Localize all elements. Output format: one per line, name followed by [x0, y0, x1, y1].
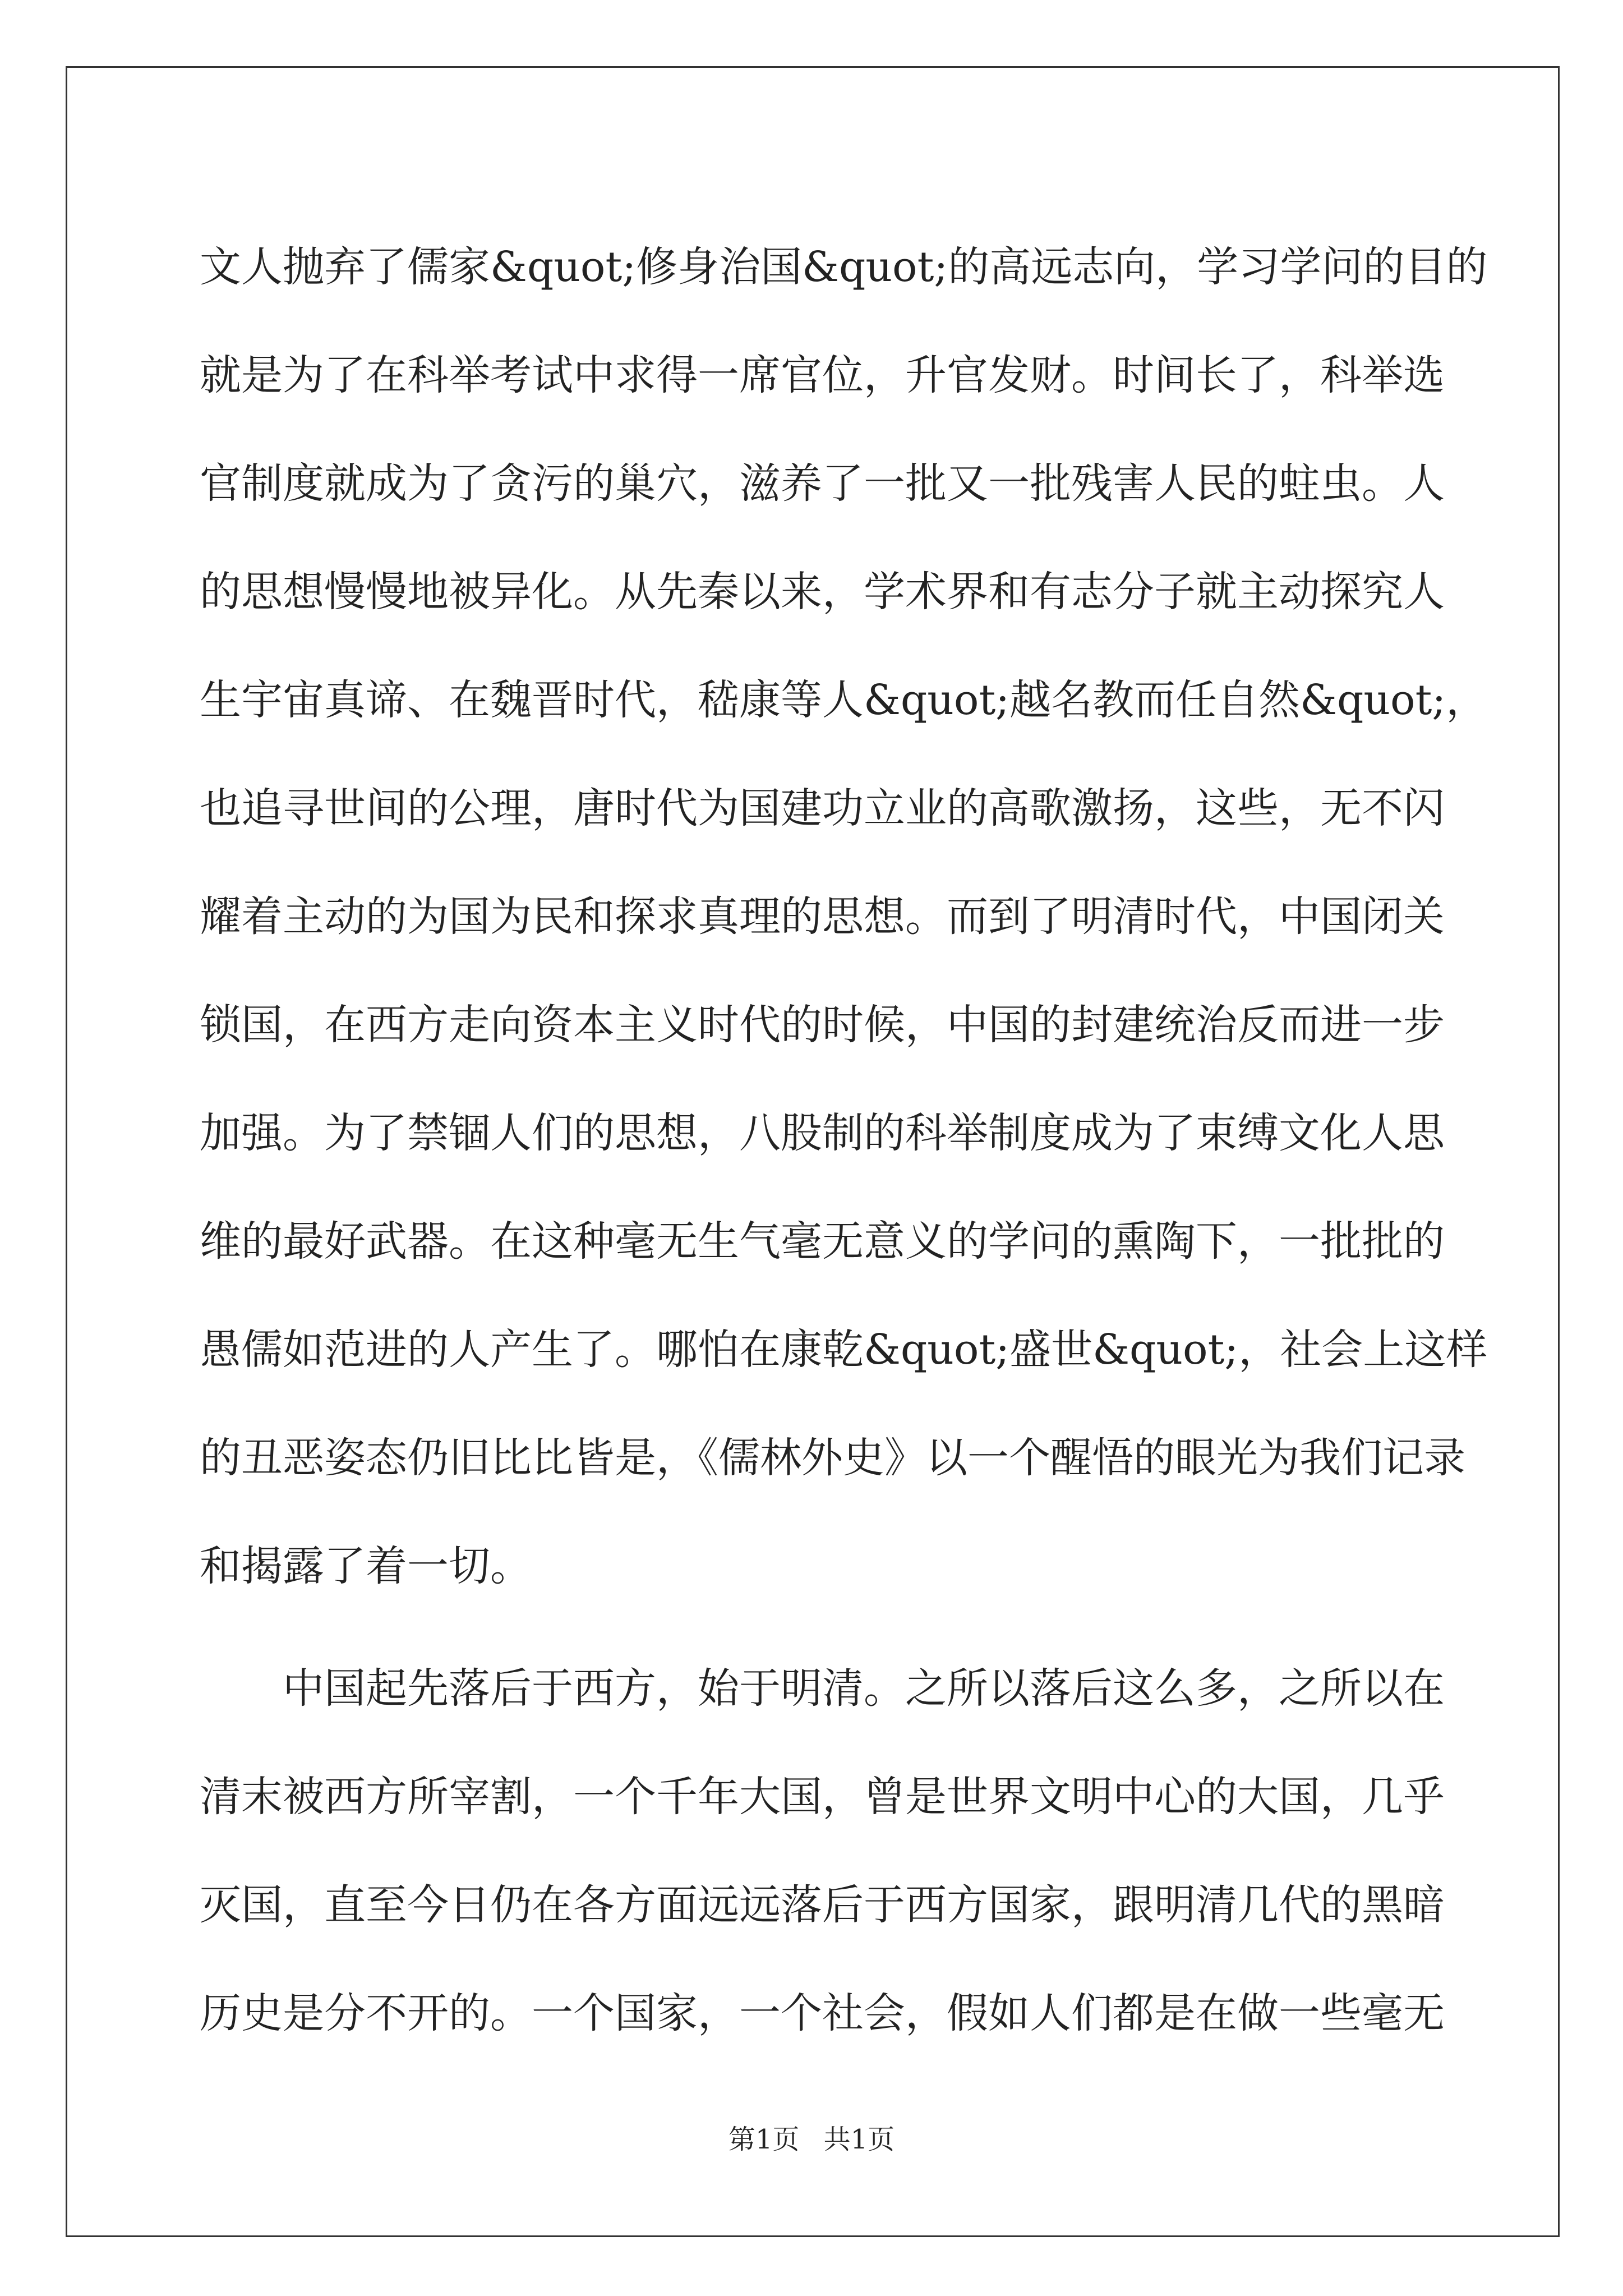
text-line: 中国起先落后于西方，始于明清。之所以落后这么多，之所以在: [200, 1664, 1445, 1713]
document-body: [200, 213, 1488, 2068]
text-line: 历史是分不开的。一个国家，一个社会，假如人们都是在做一些毫无: [200, 1989, 1445, 2037]
text-line: 的丑恶姿态仍旧比比皆是，《儒林外史》以一个醒悟的眼光为我们记录: [200, 1434, 1465, 1482]
text-line: 就是为了在科举考试中求得一席官位，升官发财。时间长了，科举选: [200, 351, 1445, 399]
text-line: 也追寻世间的公理，唐时代为国建功立业的高歌激扬，这些，无不闪: [200, 784, 1445, 832]
text-line: 锁国，在西方走向资本主义时代的时候，中国的封建统治反而进一步: [200, 1001, 1445, 1049]
text-line: 的思想慢慢地被异化。从先秦以来，学术界和有志分子就主动探究人: [200, 568, 1445, 616]
text-line: 官制度就成为了贪污的巢穴，滋养了一批又一批残害人民的蛀虫。人: [200, 459, 1445, 508]
text-line: 耀着主动的为国为民和探求真理的思想。而到了明清时代，中国闭关: [200, 892, 1445, 941]
text-line: 加强。为了禁锢人们的思想，八股制的科举制度成为了束缚文化人思: [200, 1109, 1445, 1157]
text-line: 维的最好武器。在这种毫无生气毫无意义的学问的熏陶下，一批批的: [200, 1217, 1445, 1266]
text-line: 生宇宙真谛、在魏晋时代，嵇康等人&quot;越名教而任自然&quot;，: [200, 676, 1488, 724]
text-line: 愚儒如范进的人产生了。哪怕在康乾&quot;盛世&quot;，社会上这样: [200, 1326, 1488, 1374]
text-line: 文人抛弃了儒家&quot;修身治国&quot;的高远志向，学习学问的目的: [200, 243, 1488, 291]
paragraph-2: [200, 1635, 1445, 2068]
page-footer: [0, 2118, 1623, 2156]
paragraph-1: [200, 213, 1488, 1621]
text-line: 和揭露了着一切。: [200, 1542, 532, 1590]
page-number-current: 第1页: [728, 2124, 800, 2155]
paragraph-spacer: [200, 1621, 1428, 1635]
text-line: 灭国，直至今日仍在各方面远远落后于西方国家，跟明清几代的黑暗: [200, 1881, 1445, 1929]
text-line: 清末被西方所宰割，一个千年大国，曾是世界文明中心的大国，几乎: [200, 1773, 1445, 1821]
page-number-total: 共1页: [823, 2124, 895, 2155]
